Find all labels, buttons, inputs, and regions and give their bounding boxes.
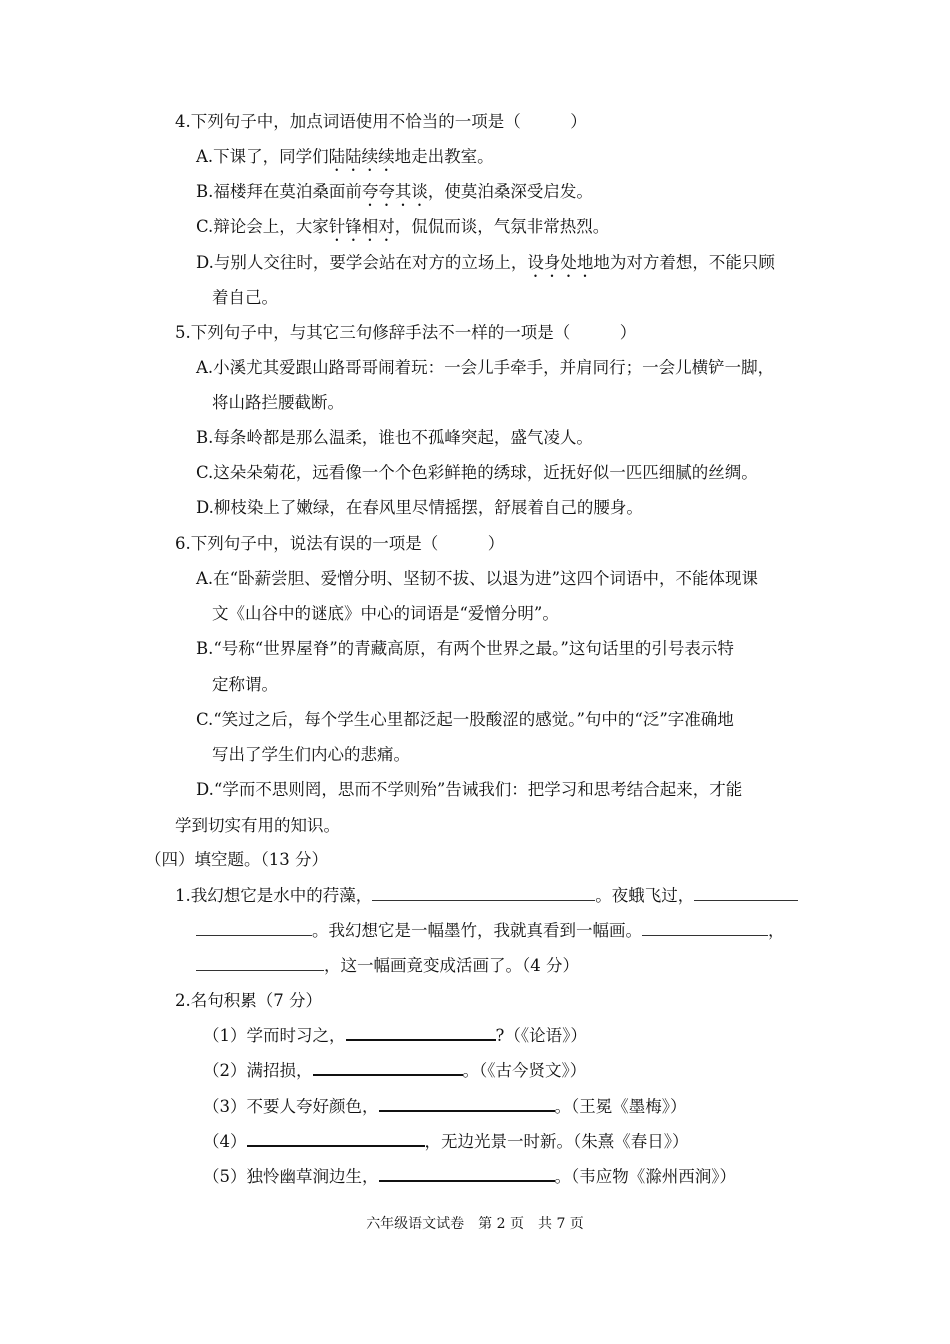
answer-blank[interactable] xyxy=(196,921,312,936)
text: ，无边光景一时新。（朱熹《春日》） xyxy=(424,1132,689,1151)
text: 。（韦应物《滁州西涧》） xyxy=(554,1167,736,1186)
q6-option-c-cont: 写出了学生们内心的悲痛。 xyxy=(212,745,410,764)
fill-2-item-4 xyxy=(203,1131,689,1153)
fill-1-line-3 xyxy=(196,955,579,977)
text: C.辩论会上，大家 xyxy=(196,217,329,236)
answer-blank[interactable] xyxy=(196,956,324,971)
q6-option-a-cont: 文《山谷中的谜底》中心的词语是“爱憎分明”。 xyxy=(212,604,559,623)
fill-2-item-5 xyxy=(203,1166,736,1188)
q4-option-c xyxy=(196,216,609,245)
answer-blank[interactable] xyxy=(694,886,798,901)
q6-stem: 6.下列句子中，说法有误的一项是（ ） xyxy=(175,534,505,553)
text: 。（王冕《墨梅》） xyxy=(554,1097,687,1116)
text: ，这一幅画竟变成活画了。（4 分） xyxy=(324,956,579,975)
text: （4） xyxy=(203,1132,247,1151)
q5-option-a: A.小溪尤其爱跟山路哥哥闹着玩：一会儿手牵手，并肩同行；一会儿横铲一脚， xyxy=(196,358,775,377)
q6-option-b: B.“号称“世界屋脊”的青藏高原，有两个世界之最。”这句话里的引号表示特 xyxy=(196,639,734,658)
answer-blank[interactable] xyxy=(379,1096,555,1112)
q4-option-a xyxy=(196,146,494,175)
text: （1）学而时习之， xyxy=(203,1026,346,1045)
fill-1-line-2 xyxy=(196,920,785,942)
dotted-word: 夸夸其谈 xyxy=(361,182,428,201)
text: 地走出教室。 xyxy=(394,147,494,166)
text: ，使莫泊桑深受启发。 xyxy=(427,182,593,201)
q5-option-b: B.每条岭都是那么温柔，谁也不孤峰突起，盛气凌人。 xyxy=(196,428,593,447)
answer-blank[interactable] xyxy=(642,921,768,936)
text: D.与别人交往时，要学会站在对方的立场上， xyxy=(196,253,528,272)
fill-2-item-1 xyxy=(203,1025,587,1047)
q5-option-c: C.这朵朵菊花，远看像一个个色彩鲜艳的绣球，近抚好似一匹匹细腻的丝绸。 xyxy=(196,463,758,482)
answer-blank[interactable] xyxy=(372,886,595,901)
q6-option-d: D.“学而不思则罔，思而不学则殆”告诫我们：把学习和思考结合起来，才能 xyxy=(196,780,743,799)
text: 。（《古今贤文》） xyxy=(462,1061,587,1080)
q5-stem: 5.下列句子中，与其它三句修辞手法不一样的一项是（ ） xyxy=(175,323,637,342)
q6-option-b-cont: 定称谓。 xyxy=(212,675,278,694)
text: A.下课了，同学们 xyxy=(196,147,329,166)
text: 。我幻想它是一幅墨竹，我就真看到一幅画。 xyxy=(312,921,642,940)
fill-2-item-2 xyxy=(203,1060,586,1082)
q4-stem: 4.下列句子中，加点词语使用不恰当的一项是（ ） xyxy=(175,112,587,131)
page-footer: 六年级语文试卷 第 2 页 共 7 页 xyxy=(366,1216,584,1232)
q6-option-a: A.在“卧薪尝胆、爱憎分明、坚韧不拔、以退为进”这四个词语中，不能体现课 xyxy=(196,569,759,588)
section-title: （四）填空题。（13 分） xyxy=(145,850,328,869)
answer-blank[interactable] xyxy=(247,1131,425,1147)
text: 。夜蛾飞过， xyxy=(595,886,695,905)
answer-blank[interactable] xyxy=(379,1166,555,1182)
dotted-word: 针锋相对 xyxy=(328,217,395,236)
fill-2-item-3 xyxy=(203,1096,687,1118)
q4-option-b xyxy=(196,181,593,210)
q4-option-d xyxy=(196,252,775,281)
text: （5）独怜幽草涧边生， xyxy=(203,1167,379,1186)
text: ，侃侃而谈，气氛非常热烈。 xyxy=(394,217,610,236)
dotted-word: 陆陆续续 xyxy=(328,147,395,166)
fill-2-title: 2.名句积累（7 分） xyxy=(175,991,322,1010)
text: 1.我幻想它是水中的荇藻， xyxy=(175,886,373,905)
text: B.福楼拜在莫泊桑面前 xyxy=(196,182,362,201)
text: ， xyxy=(768,921,785,940)
q5-option-d: D.柳枝染上了嫩绿，在春风里尽情摇摆，舒展着自己的腰身。 xyxy=(196,498,643,517)
text: ?（《论语》） xyxy=(495,1026,587,1045)
q4-option-d-cont: 着自己。 xyxy=(212,288,278,307)
answer-blank[interactable] xyxy=(313,1060,463,1076)
text: （3）不要人夸好颜色， xyxy=(203,1097,379,1116)
q6-option-d-cont: 学到切实有用的知识。 xyxy=(175,816,340,835)
text: （2）满招损， xyxy=(203,1061,313,1080)
dotted-word: 设身处地 xyxy=(527,253,594,272)
q6-option-c: C.“笑过之后，每个学生心里都泛起一股酸涩的感觉。”句中的“泛”字准确地 xyxy=(196,710,734,729)
text: 地为对方着想，不能只顾 xyxy=(593,253,775,272)
answer-blank[interactable] xyxy=(346,1025,496,1041)
q5-option-a-cont: 将山路拦腰截断。 xyxy=(212,393,344,412)
fill-1-line-1 xyxy=(175,885,798,907)
